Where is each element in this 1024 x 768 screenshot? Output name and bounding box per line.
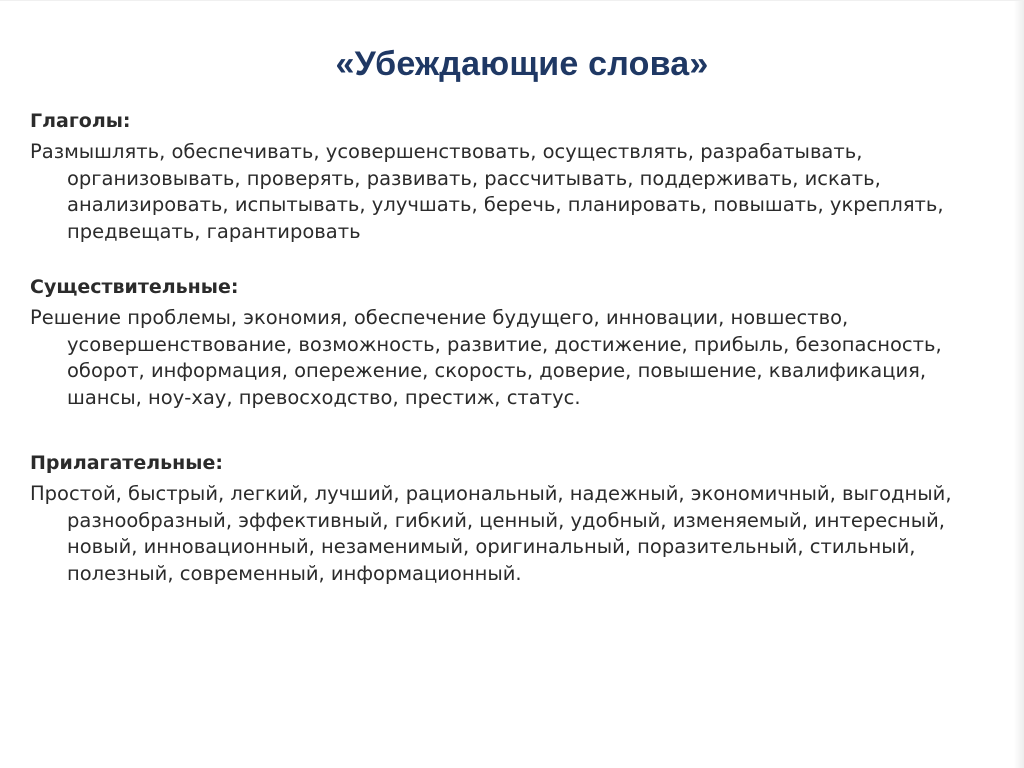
- section-text-nouns: Решение проблемы, экономия, обеспечение будущего, инновации, новшество, усовершенствование, возможность, развитие, достижение, прибыль, безопасность, оборот, информация, опережение, скорость, доверие, повышение, квалификация, шансы, ноу-хау, превосходство, престиж, статус.: [30, 306, 942, 409]
- section-text-adjectives: Простой, быстрый, легкий, лучший, рациональный, надежный, экономичный, выгодный, разнообразный, эффективный, гибкий, ценный, удобный, изменяемый, интересный, новый, инновационный, незаменимый, оригинальный, поразительный, стильный, полезный, современный, информационный.: [30, 482, 952, 585]
- section-heading-nouns: Существительные:: [30, 276, 239, 298]
- section-heading-adjectives: Прилагательные:: [30, 452, 223, 474]
- section-text-verbs: Размышлять, обеспечивать, усовершенствовать, осуществлять, разрабатывать, организовывать, проверять, развивать, рассчитывать, поддерживать, искать, анализировать, испытывать, улучшать, беречь, планировать, повышать, укреплять, предвещать, гарантировать: [30, 140, 944, 243]
- section-nouns: [30, 273, 1005, 411]
- slide-title: «Убеждающие слова»: [335, 45, 709, 83]
- slide-edge-shadow: [1014, 1, 1024, 768]
- section-adjectives: [30, 449, 1005, 587]
- section-heading-verbs: Глаголы:: [30, 110, 131, 132]
- slide-content: [30, 107, 1005, 587]
- section-verbs: [30, 107, 1005, 245]
